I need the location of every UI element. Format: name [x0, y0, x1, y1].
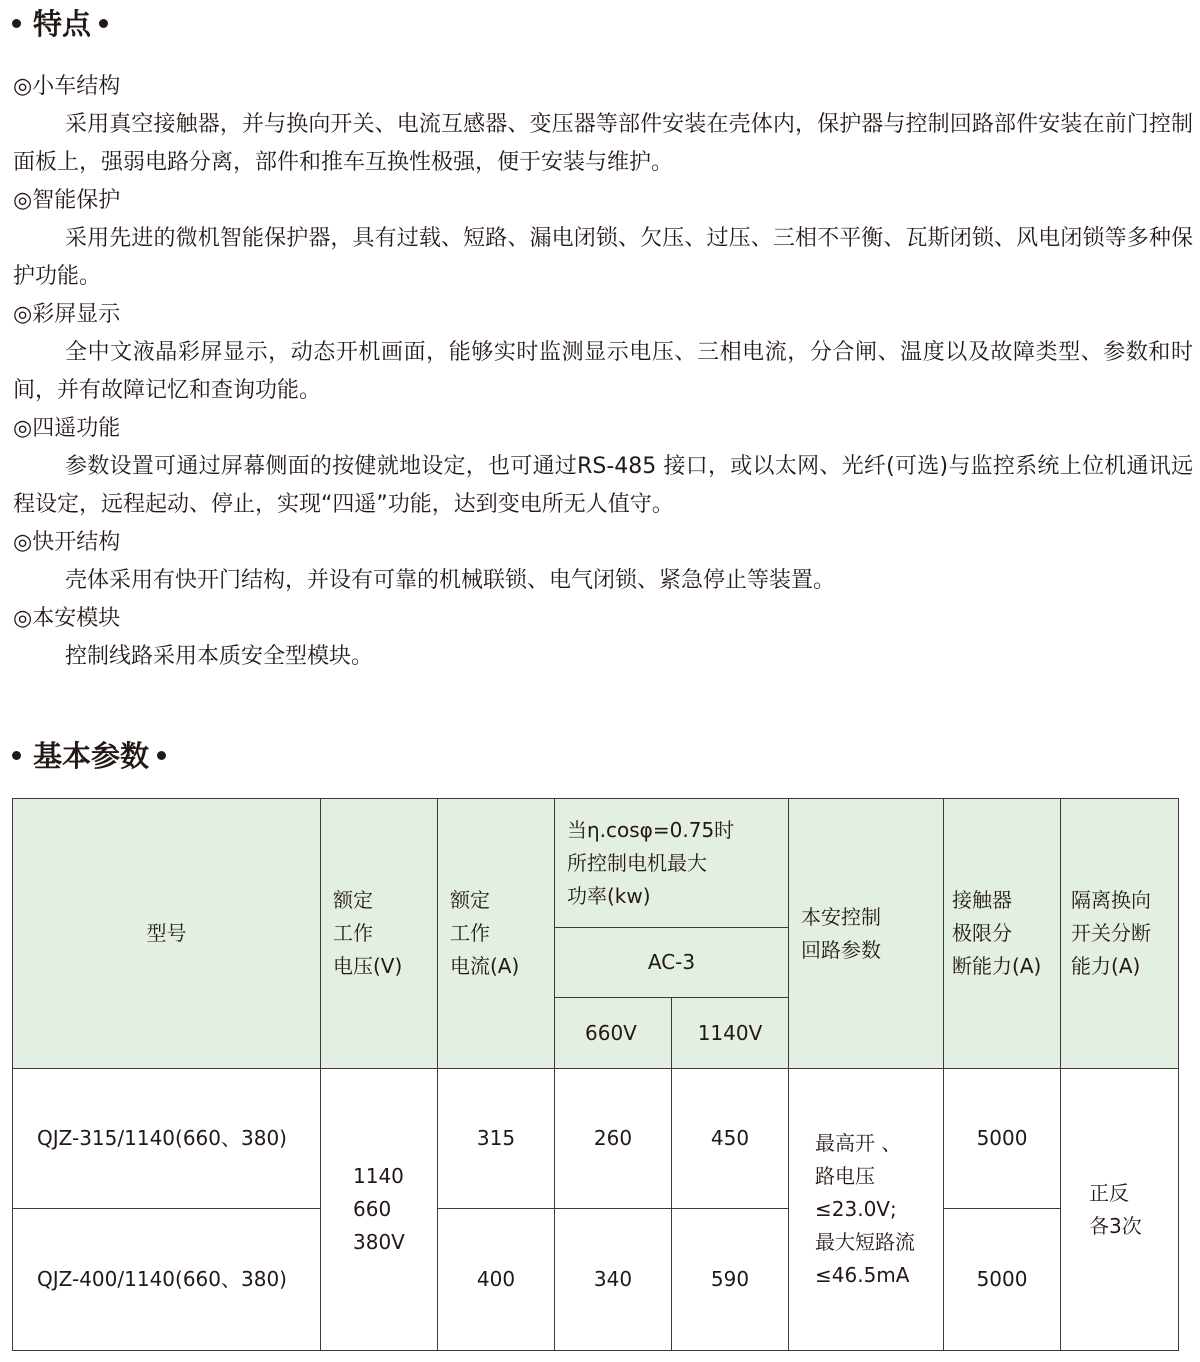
feature-text-display: 全中文液晶彩屏显示，动态开机画面，能够实时监测显示电压、三相电流，分合闸、温度以及故障类型、参数和时间，并有故障记忆和查询功能。 [13, 340, 1193, 403]
cell-intrinsic-shared: 最高开 、 路电压 ≤23.0V; 最大短路流 ≤46.5mA [789, 1069, 944, 1351]
header-intrinsic: 本安控制 回路参数 [789, 799, 944, 1069]
cell-current: 315 [438, 1069, 555, 1209]
params-section-title [12, 738, 166, 774]
feature-text-quick-open: 壳体采用有快开门结构，并设有可靠的机械联锁、电气闭锁、紧急停止等装置。 [65, 568, 836, 593]
feature-heading-remote: ◎四遥功能 [13, 416, 121, 441]
cell-isolator-shared: 正反 各3次 [1061, 1069, 1179, 1351]
cell-power-1140v: 450 [672, 1069, 789, 1209]
bullet-icon [157, 751, 166, 760]
feature-heading-display: ◎彩屏显示 [13, 302, 121, 327]
feature-heading-intrinsic: ◎本安模块 [13, 606, 121, 631]
feature-text-intrinsic: 控制线路采用本质安全型模块。 [65, 644, 374, 669]
cell-contactor: 5000 [944, 1069, 1061, 1209]
table-header-row [13, 799, 1179, 928]
cell-power-660v: 260 [555, 1069, 672, 1209]
cell-model: QJZ-315/1140(660、380) [13, 1069, 321, 1209]
params-table [12, 798, 1179, 1351]
bullet-icon [12, 19, 21, 28]
cell-model: QJZ-400/1140(660、380) [13, 1209, 321, 1351]
bullet-icon [12, 751, 21, 760]
bullet-icon [99, 19, 108, 28]
header-contactor: 接触器 极限分 断能力(A) [944, 799, 1061, 1069]
feature-text-protection: 采用先进的微机智能保护器，具有过载、短路、漏电闭锁、欠压、过压、三相不平衡、瓦斯闭锁、风电闭锁等多种保护功能。 [13, 226, 1193, 289]
header-power: 当η.cosφ=0.75时 所控制电机最大 功率(kw) [555, 799, 789, 928]
feature-text-cart: 采用真空接触器，并与换向开关、电流互感器、变压器等部件安装在壳体内，保护器与控制回路部件安装在前门控制面板上，强弱电路分离，部件和推车互换性极强，便于安装与维护。 [13, 112, 1193, 175]
table-row [13, 1209, 1179, 1351]
cell-contactor: 5000 [944, 1209, 1061, 1351]
header-ac3: AC-3 [555, 928, 789, 998]
features-title-text: 特点 [33, 7, 92, 41]
params-title-text: 基本参数 [33, 739, 150, 773]
feature-heading-cart: ◎小车结构 [13, 74, 121, 99]
features-section-title [12, 6, 108, 42]
header-voltage: 额定 工作 电压(V) [321, 799, 438, 1069]
header-660v: 660V [555, 998, 672, 1069]
cell-voltage-shared: 1140 660 380V [321, 1069, 438, 1351]
table-row [13, 1069, 1179, 1209]
header-isolator: 隔离换向 开关分断 能力(A) [1061, 799, 1179, 1069]
header-current: 额定 工作 电流(A) [438, 799, 555, 1069]
feature-heading-protection: ◎智能保护 [13, 188, 121, 213]
cell-current: 400 [438, 1209, 555, 1351]
cell-power-1140v: 590 [672, 1209, 789, 1351]
header-1140v: 1140V [672, 998, 789, 1069]
features-list [13, 68, 1193, 676]
feature-heading-quick-open: ◎快开结构 [13, 530, 121, 555]
header-model: 型号 [13, 799, 321, 1069]
cell-power-660v: 340 [555, 1209, 672, 1351]
feature-text-remote: 参数设置可通过屏幕侧面的按健就地设定，也可通过RS-485 接口，或以太网、光纤(可选)与监控系统上位机通讯远程设定，远程起动、停止，实现“四遥”功能，达到变电所无人值守。 [13, 454, 1193, 517]
